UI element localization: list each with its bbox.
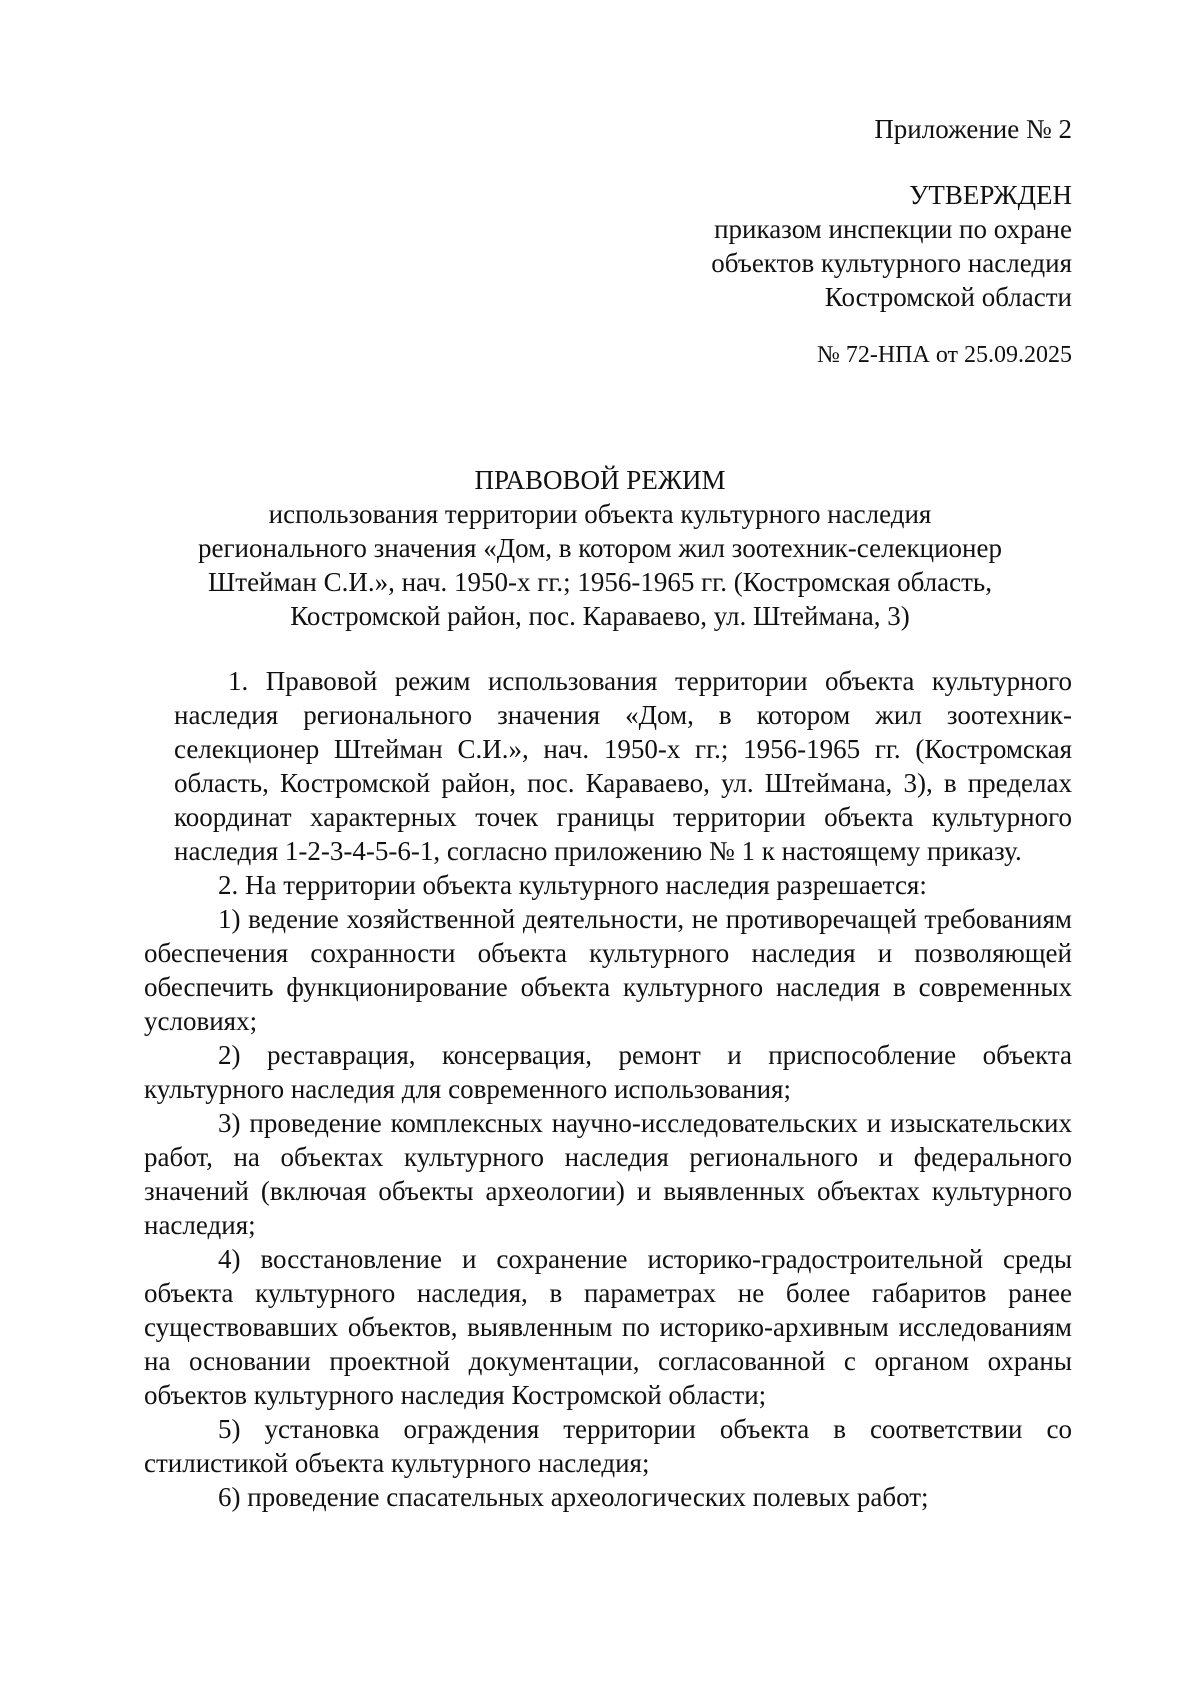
appendix-label	[874, 112, 1072, 146]
approval-stamp-block	[711, 178, 1072, 314]
list-item-4: 4) восстановление и сохранение историко-градостроительной среды объекта культурного наследия, в параметрах не более габаритов ранее существовавших объектов, выявленным по историко-архивным исследованиям на основании проектной документации, согласованной с органом охраны объектов культурного наследия Костромской области;	[144, 1244, 1072, 1410]
title-line: регионального значения «Дом, в котором жил зоотехник-селекционер	[198, 533, 1002, 563]
document-title	[128, 463, 1072, 633]
order-number	[817, 338, 1072, 372]
title-line: Штейман С.И.», нач. 1950-х гг.; 1956-1965 гг. (Костромская область,	[208, 567, 992, 597]
list-item-2: 2) реставрация, консервация, ремонт и приспособление объекта культурного наследия для современного использования;	[144, 1040, 1072, 1104]
title-line: Костромской район, пос. Караваево, ул. Штеймана, 3)	[290, 601, 910, 631]
document-body	[144, 664, 1072, 1514]
appendix-text: Приложение № 2	[874, 114, 1072, 144]
approved-line: приказом инспекции по охране	[714, 214, 1072, 244]
title-heading: ПРАВОВОЙ РЕЖИМ	[474, 465, 726, 495]
approved-title: УТВЕРЖДЕН	[909, 180, 1072, 210]
list-item-1: 1) ведение хозяйственной деятельности, не противоречащей требованиям обеспечения сохранности объекта культурного наследия и позволяющей обеспечить функционирование объекта культурного наследия в современных условиях;	[144, 904, 1072, 1036]
list-item-3: 3) проведение комплексных научно-исследовательских и изыскательских работ, на объектах культурного наследия регионального и федерального значений (включая объекты археологии) и выявленных объектах культурного наследия;	[144, 1108, 1072, 1240]
title-line: использования территории объекта культурного наследия	[268, 499, 932, 529]
list-item-6: 6) проведение спасательных археологических полевых работ;	[218, 1482, 929, 1512]
paragraph-2: 2. На территории объекта культурного наследия разрешается:	[218, 870, 927, 900]
paragraph-1: 1. Правовой режим использования территории объекта культурного наследия регионального значения «Дом, в котором жил зоотехник-селекционер Штейман С.И.», нач. 1950-х гг.; 1956-1965 гг. (Костромская область, Костромской район, пос. Караваево, ул. Штеймана, 3), в пределах координат характерных точек границы территории объекта культурного наследия 1-2-3-4-5-6-1, согласно приложению № 1 к настоящему приказу.	[174, 666, 1072, 866]
order-number-text: № 72-НПА от 25.09.2025	[816, 342, 1072, 368]
approved-line: Костромской области	[824, 282, 1072, 312]
approved-line: объектов культурного наследия	[711, 248, 1072, 278]
list-item-5: 5) установка ограждения территории объекта в соответствии со стилистикой объекта культурного наследия;	[144, 1414, 1072, 1478]
